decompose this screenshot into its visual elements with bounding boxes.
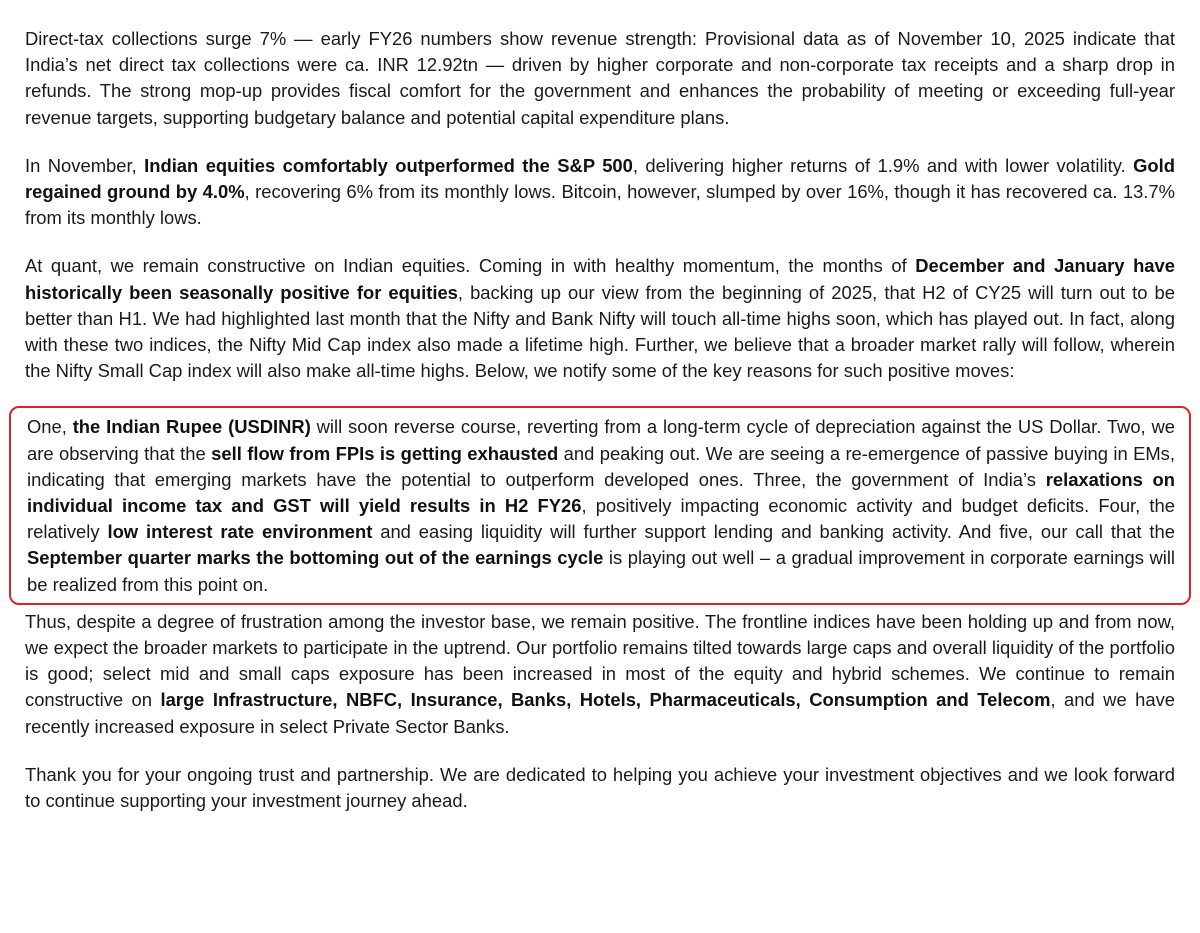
document-body	[25, 26, 1175, 836]
text-run: is playing out well – a gradual improvement in corporate earnings will be realized from this point on.	[27, 547, 1176, 595]
paragraph-text: Thank you for your ongoing trust and partnership. We are dedicated to helping you achieve your investment objectives and we look forward to continue supporting your investment journey ahead.	[25, 763, 1175, 812]
text-run: and peaking out. We are seeing a re-emergence of passive buying in EMs, indicating that emerging markets have the potential to outperform developed ones. Three, the government of India’s	[27, 442, 1175, 490]
paragraph-portfolio-positioning	[25, 609, 1175, 740]
paragraph-text: Direct-tax collections surge 7% — early FY26 numbers show revenue strength: Provisional data as of November 10, 2025 indicate that India’s net direct tax collections were ca. INR 12.92tn — driven by higher corporate and non-corporate tax receipts and a sharp drop in refunds. The strong mop-up provides fiscal comfort for the government and enhances the probability of meeting or exceeding full-year revenue targets, supporting budgetary balance and potential capital expenditure plans.	[25, 28, 1175, 128]
bold-tax-relaxations: relaxations on individual income tax and GST will yield results in H2 FY26	[27, 468, 1175, 517]
bold-sectors: large Infrastructure, NBFC, Insurance, Banks, Hotels, Pharmaceuticals, Consumption and Telecom	[160, 689, 1051, 711]
bold-low-interest-rate: low interest rate environment	[107, 521, 373, 543]
text-run: will soon reverse course, reverting from a long-term cycle of depreciation against the US Dollar. Two, we are observing that the	[27, 416, 1175, 464]
paragraph-direct-tax	[25, 26, 1175, 131]
text-run: , and we have recently increased exposure in select Private Sector Banks.	[25, 689, 1175, 737]
bold-gold-regained: Gold regained ground by 4.0%	[25, 154, 1176, 203]
text-run: At quant, we remain constructive on Indian equities. Coming in with healthy momentum, the months of	[25, 255, 916, 277]
highlight-box	[9, 406, 1191, 604]
bold-earnings-cycle: September quarter marks the bottoming out of the earnings cycle	[27, 547, 604, 569]
text-run: , recovering 6% from its monthly lows. Bitcoin, however, slumped by over 16%, though it has recovered ca. 13.7% from its monthly lows.	[25, 181, 1175, 229]
text-run: , positively impacting economic activity and budget deficits. Four, the relatively	[27, 495, 1175, 543]
bold-equities-outperformed: Indian equities comfortably outperformed the S&P 500	[144, 154, 633, 176]
text-run: , delivering higher returns of 1.9% and with lower volatility.	[632, 154, 1134, 176]
text-run: , backing up our view from the beginning of 2025, that H2 of CY25 will turn out to be better than H1. We had highlighted last month that the Nifty and Bank Nifty will touch all-time highs soon, which has played out. In fact, along with these two indices, the Nifty Mid Cap index also made a lifetime high. Further, we believe that a broader market rally will follow, wherein the Nifty Small Cap index will also make all-time highs. Below, we notify some of the key reasons for such positive moves:	[25, 281, 1175, 382]
paragraph-key-reasons	[27, 414, 1175, 597]
text-run: and easing liquidity will further support lending and banking activity. And five, our call that the	[372, 521, 1175, 543]
paragraph-thank-you	[25, 762, 1175, 814]
paragraph-november-performance	[25, 153, 1175, 232]
bold-indian-rupee: the Indian Rupee (USDINR)	[72, 416, 311, 438]
bold-fpi-sell-flow: sell flow from FPIs is getting exhausted	[211, 442, 559, 464]
text-run: In November,	[25, 154, 145, 176]
text-run: One,	[27, 416, 73, 438]
paragraph-constructive-outlook	[25, 253, 1175, 384]
bold-seasonally-positive: December and January have historically been seasonally positive for equities	[25, 255, 1175, 303]
text-run: Thus, despite a degree of frustration among the investor base, we remain positive. The frontline indices have been holding up and from now, we expect the broader markets to participate in the uptrend. Our portfolio remains tilted towards large caps and overall liquidity of the portfolio is good; select mid and small caps exposure has been increased in most of the equity and hybrid schemes. We continue to remain constructive on	[25, 610, 1175, 711]
